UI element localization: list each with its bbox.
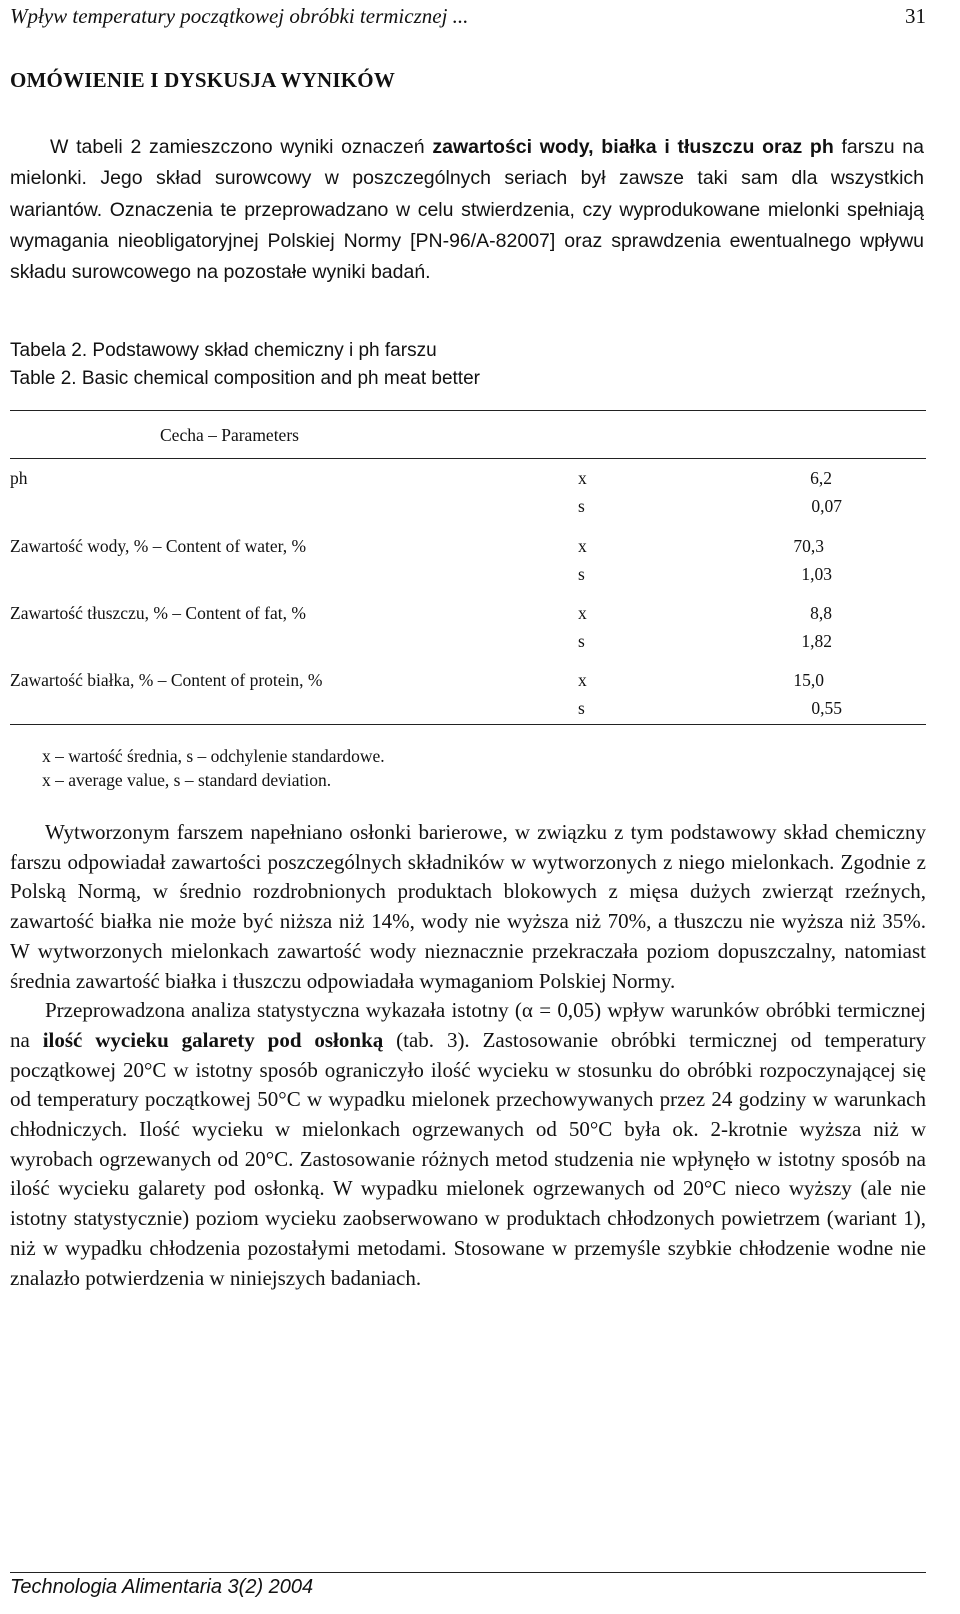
sd-value: 1,03 <box>801 564 832 584</box>
running-head-title: Wpływ temperatury początkowej obróbki termicznej ... <box>10 4 469 28</box>
body-paragraph-2-start: Przeprowadzona analiza statystyczna wykazała istotny (α = 0,05) wpływ warunków obróbki termicznej na <box>10 998 926 1052</box>
page-number: 31 <box>905 4 926 28</box>
sd-value: 0,07 <box>811 496 842 516</box>
table-caption-pl: Tabela 2. Podstawowy skład chemiczny i ph farszu <box>10 340 437 361</box>
mean-value: 15,0 <box>793 670 824 690</box>
row-label: Zawartość białka, % – Content of protein, % <box>10 670 323 690</box>
intro-bold-text: zawartości wody, białka i tłuszczu oraz ph <box>432 136 834 158</box>
footer-rule <box>10 1572 926 1573</box>
intro-paragraph <box>10 132 924 288</box>
table-top-rule <box>10 410 926 411</box>
mean-value: 6,2 <box>810 468 832 488</box>
body-paragraph-2-bold: ilość wycieku galarety pod osłonką <box>42 1027 384 1052</box>
journal-footer: Technologia Alimentaria 3(2) 2004 <box>10 1576 314 1598</box>
sd-symbol: s <box>578 631 585 651</box>
mean-symbol: x <box>578 670 587 690</box>
table-notes <box>42 744 385 792</box>
table-bottom-rule <box>10 724 926 725</box>
mean-symbol: x <box>578 468 587 488</box>
table-header-rule <box>10 458 926 459</box>
sd-symbol: s <box>578 698 585 718</box>
sd-symbol: s <box>578 564 585 584</box>
mean-symbol: x <box>578 536 587 556</box>
body-paragraph-2 <box>10 996 926 1293</box>
document-page <box>10 0 926 1614</box>
table-caption-en: Table 2. Basic chemical composition and ph meat better <box>10 368 480 389</box>
table-header: Cecha – Parameters <box>160 425 299 445</box>
section-title: OMÓWIENIE I DYSKUSJA WYNIKÓW <box>10 68 396 92</box>
intro-text-1: W tabeli 2 zamieszczono wyniki oznaczeń <box>50 136 433 158</box>
row-label: Zawartość wody, % – Content of water, % <box>10 536 307 556</box>
mean-value: 8,8 <box>810 603 832 623</box>
intro-text-2: farszu na mielonki. Jego skład surowcowy w poszczególnych seriach był zawsze taki sam dla wszystkich wariantów. Oznaczenia te przeprowadzano w celu stwierdzenia, czy wyprodukowane mielonki spełniają wymagania nieobligatoryjnej Polskiej Normy [PN-96/A-82007] oraz sprawdzenia ewentualnego wpływu składu surowcowego na pozostałe wyniki badań. <box>10 136 924 284</box>
mean-value: 70,3 <box>793 536 824 556</box>
sd-symbol: s <box>578 496 585 516</box>
body-text <box>10 818 926 1293</box>
row-label: Zawartość tłuszczu, % – Content of fat, % <box>10 603 306 623</box>
row-label: ph <box>10 468 28 488</box>
running-head <box>10 4 926 34</box>
body-paragraph-2-end: (tab. 3). Zastosowanie obróbki termicznej od temperatury początkowej 20°C w istotny sposób ograniczyło ilość wycieku w stosunku do obróbki rozpoczynającej się od temperatury początkowej 50°C w wypadku mielonek przechowywanych przez 24 godziny w warunkach chłodniczych. Ilość wycieku w mielonkach ogrzewanych od 50°C była ok. 2-krotnie wyższa niż w wyrobach ogrzewanych od 20°C. Zastosowanie różnych metod studzenia nie wpłynęło w istotny sposób na ilość wycieku galarety pod osłonką. W wypadku mielonek ogrzewanych od 20°C nieco wyższy (ale nie istotny statystycznie) poziom wycieku zaobserwowano w produktach chłodzonych powietrzem (wariant 1), niż w wypadku chłodzenia pozostałymi metodami. Stosowane w przemyśle szybkie chłodzenie wodne nie znalazło potwierdzenia w niniejszych badaniach. <box>10 1027 926 1290</box>
sd-value: 0,55 <box>811 698 842 718</box>
table-note-pl: x – wartość średnia, s – odchylenie standardowe. <box>42 746 385 766</box>
mean-symbol: x <box>578 603 587 623</box>
table-note-en: x – average value, s – standard deviation. <box>42 770 332 790</box>
body-paragraph-1: Wytworzonym farszem napełniano osłonki barierowe, w związku z tym podstawowy skład chemiczny farszu odpowiadał zawartości poszczególnych składników w wytworzonych z niego mielonkach. Zgodnie z Polską Normą, w średnio rozdrobnionych produktach blokowych z mięsa dużych zwierząt rzeźnych, zawartość białka nie może być niższa niż 14%, wody nie wyższa niż 70%, a tłuszczu nie wyższa niż 35%. W wytworzonych mielonkach zawartość wody nieznacznie przekraczała poziom dopuszczalny, natomiast średnia zawartość białka i tłuszczu odpowiadała wymaganiom Polskiej Normy. <box>10 820 926 993</box>
sd-value: 1,82 <box>801 631 832 651</box>
